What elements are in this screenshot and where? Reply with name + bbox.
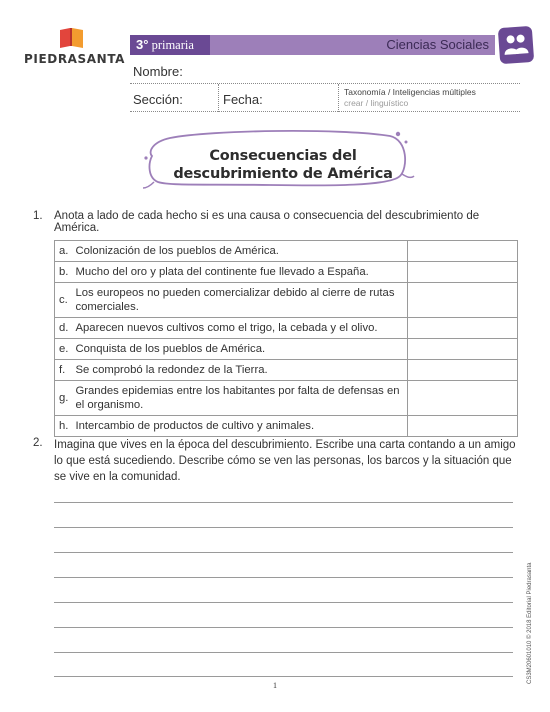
answer-cell[interactable] [408, 339, 518, 360]
row-fact: Colonización de los pueblos de América. [74, 241, 407, 262]
answer-cell[interactable] [408, 241, 518, 262]
grade-badge [130, 35, 210, 55]
facts-table [54, 240, 518, 437]
answer-cell[interactable] [408, 318, 518, 339]
table-row [55, 318, 518, 339]
worksheet-title [150, 147, 416, 183]
row-fact: Aparecen nuevos cultivos como el trigo, la cebada y el olivo. [74, 318, 407, 339]
q2-number: 2. [33, 437, 43, 449]
row-fact: Intercambio de productos de cultivo y animales. [74, 416, 407, 437]
table-row [55, 283, 518, 318]
date-label: Fecha: [223, 92, 263, 107]
writing-line[interactable] [54, 652, 513, 653]
page-number: 1 [273, 681, 277, 690]
grade-number: 3° [136, 37, 149, 52]
table-row [55, 360, 518, 381]
answer-cell[interactable] [408, 381, 518, 416]
row-letter: f. [55, 360, 75, 381]
row-letter: g. [55, 381, 75, 416]
publisher-logo [24, 26, 124, 70]
people-icon [498, 26, 534, 64]
row-fact: Los europeos no pueden comercializar debido al cierre de rutas comerciales. [74, 283, 407, 318]
writing-line[interactable] [54, 552, 513, 553]
taxonomy-values: crear / linguístico [344, 98, 409, 108]
section-underline [130, 111, 520, 112]
table-row [55, 241, 518, 262]
taxonomy-label: Taxonomía / Inteligencias múltiples [344, 87, 476, 97]
table-row [55, 381, 518, 416]
row-letter: d. [55, 318, 75, 339]
subject-title: Ciencias Sociales [386, 37, 489, 52]
writing-line[interactable] [54, 627, 513, 628]
row-fact: Mucho del oro y plata del continente fue llevado a España. [74, 262, 407, 283]
table-row [55, 262, 518, 283]
table-row [55, 339, 518, 360]
writing-line[interactable] [54, 602, 513, 603]
row-letter: c. [55, 283, 75, 318]
writing-line[interactable] [54, 502, 513, 503]
q1-prompt: Anota a lado de cada hecho si es una causa o consecuencia del descubrimiento de América. [54, 210, 480, 234]
grade-subject-band [130, 35, 495, 55]
writing-line[interactable] [54, 676, 513, 677]
grade-word: primaria [151, 38, 194, 52]
name-underline [130, 83, 520, 84]
writing-line[interactable] [54, 577, 513, 578]
divider-date-taxonomy [338, 84, 339, 112]
answer-cell[interactable] [408, 360, 518, 381]
section-label: Sección: [133, 92, 183, 107]
q2-prompt: Imagina que vives en la época del descubrimiento. Escribe una carta contando a un amigo lo que está sucediendo. Describe cómo se ven las personas, los barcos y la situación que se vive en la comunidad. [54, 439, 516, 483]
row-letter: b. [55, 262, 75, 283]
book-logo-icon [58, 26, 86, 50]
title-line-1: Consecuencias del [209, 148, 357, 164]
answer-cell[interactable] [408, 262, 518, 283]
brand-name: PIEDRASANTA [24, 52, 126, 66]
writing-line[interactable] [54, 527, 513, 528]
row-fact: Se comprobó la redondez de la Tierra. [74, 360, 407, 381]
answer-cell[interactable] [408, 283, 518, 318]
row-fact: Grandes epidemias entre los habitantes por falta de defensas en el organismo. [74, 381, 407, 416]
table-row [55, 416, 518, 437]
q1-number: 1. [33, 210, 43, 222]
row-letter: h. [55, 416, 75, 437]
divider-section-date [218, 84, 219, 112]
name-label: Nombre: [133, 64, 183, 79]
copyright-credit: CS3M20601010 © 2018 Editorial Piedrasanta [527, 562, 533, 684]
title-line-2: descubrimiento de América [173, 166, 393, 182]
row-letter: e. [55, 339, 75, 360]
row-letter: a. [55, 241, 75, 262]
row-fact: Conquista de los pueblos de América. [74, 339, 407, 360]
answer-cell[interactable] [408, 416, 518, 437]
